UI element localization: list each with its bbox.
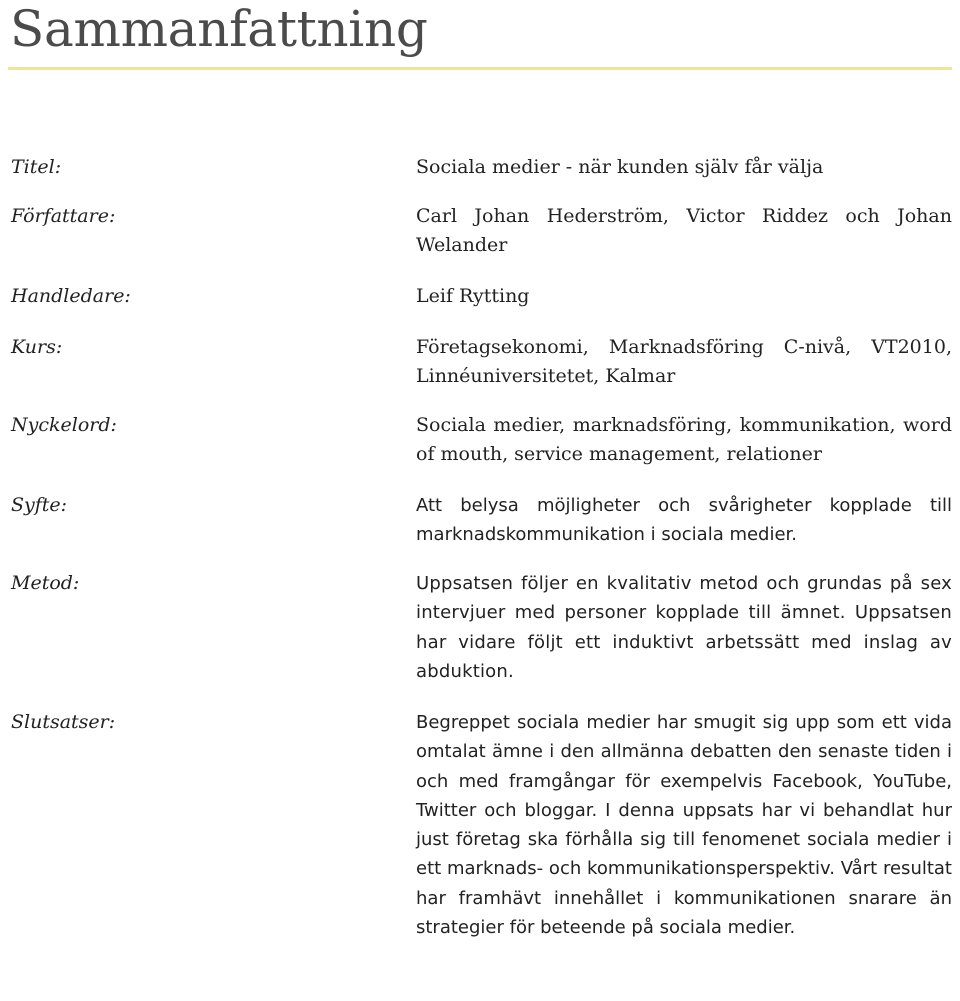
field-value-authors: Carl Johan Hederström, Victor Riddez och Johan Welander xyxy=(416,205,952,257)
field-value-supervisor: Leif Rytting xyxy=(416,285,530,307)
field-label-supervisor: Handledare: xyxy=(11,285,131,307)
field-value-purpose: Att belysa möjligheter och svårigheter kopplade till marknadskommunikation i sociala medier. xyxy=(416,495,952,546)
field-value-course: Företagsekonomi, Marknadsföring C-nivå, VT2010, Linnéuniversitetet, Kalmar xyxy=(416,336,952,388)
field-label-authors: Författare: xyxy=(11,205,116,227)
field-label-title: Titel: xyxy=(11,156,62,178)
field-label-method: Metod: xyxy=(11,572,80,594)
field-value-conclusions: Begreppet sociala medier har smugit sig upp som ett vida omtalat ämne i den allmänna debatten den senaste tiden i och med framgångar för exempelvis Facebook, YouTube, Twitter och bloggar. I denna uppsats har vi behandlat hur just företag ska förhålla sig till fenomenet sociala medier i ett marknads- och kommunikationsperspektiv. Vårt resultat har framhävt innehållet i kommunikationen snarare än strategier för beteende på sociala medier. xyxy=(416,712,952,939)
field-label-course: Kurs: xyxy=(11,336,63,358)
field-label-purpose: Syfte: xyxy=(11,494,68,516)
field-label-keywords: Nyckelord: xyxy=(11,414,117,436)
field-value-method: Uppsatsen följer en kvalitativ metod och grundas på sex intervjuer med personer kopplade till ämnet. Uppsatsen har vidare följt ett induktivt arbetssätt med inslag av abduktion. xyxy=(416,573,952,682)
field-value-title: Sociala medier - när kunden själv får välja xyxy=(416,156,824,178)
page-title: Sammanfattning xyxy=(10,0,428,58)
title-divider xyxy=(8,67,952,70)
field-label-conclusions: Slutsatser: xyxy=(11,711,116,733)
field-value-keywords: Sociala medier, marknadsföring, kommunikation, word of mouth, service management, relationer xyxy=(416,414,952,466)
